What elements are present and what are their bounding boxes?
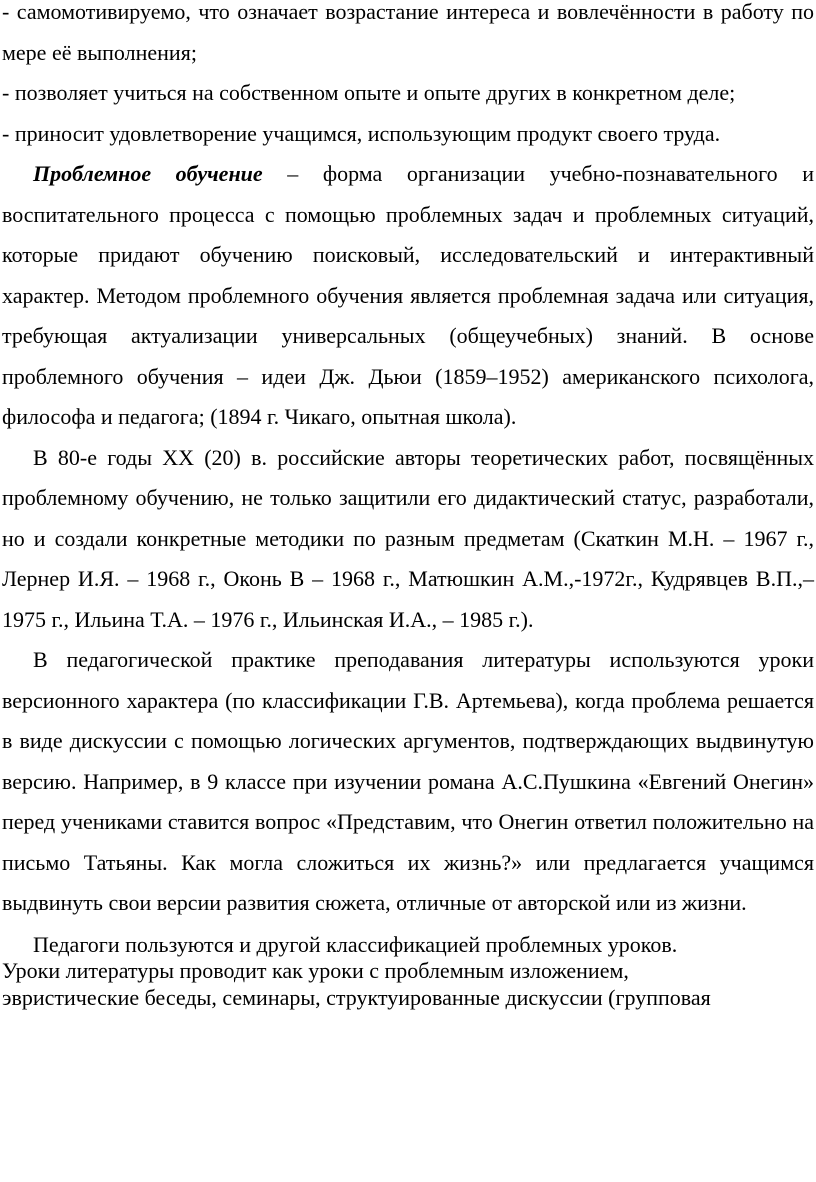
practice-paragraph: В педагогической практике преподавания литературы используются уроки версионного характера (по классификации Г.В. Артемьева), когда проблема решается в виде дискуссии с помощью логических аргументов, подтверждающих выдвинутую версию. Например, в 9 классе при изучении романа А.С.Пушкина «Евгений Онегин» перед учениками ставится вопрос «Представим, что Онегин ответил положительно на письмо Татьяны. Как могла сложиться их жизнь?» или предлагается учащимся выдвинуть свои версии развития сюжета, отличные от авторской или из жизни. [2, 647, 814, 915]
eighties-paragraph: В 80-е годы ХХ (20) в. российские авторы теоретических работ, посвящённых проблемному обучению, не только защитили его дидактический статус, разработали, но и создали конкретные методики по разным предметам (Скаткин М.Н. – 1967 г., Лернер И.Я. – 1968 г., Оконь В – 1968 г., Матюшкин А.М.,-1972г., Кудрявцев В.П.,– 1975 г., Ильина Т.А. – 1976 г., Ильинская И.А., – 1985 г.). [2, 444, 814, 632]
classification-line: Педагоги пользуются и другой классификацией проблемных уроков. [33, 931, 678, 957]
problem-learning-term: Проблемное обучение [33, 161, 263, 186]
list-item: - позволяет учиться на собственном опыте и опыте других в конкретном деле; [2, 80, 736, 105]
advantages-list [2, 0, 814, 154]
classification-paragraph [2, 932, 814, 1012]
problem-learning-text: – форма организации учебно-познавательного и воспитательного процесса с помощью проблемных задач и проблемных ситуаций, которые придают обучению поисковый, исследовательский и интерактивный характер. Методом проблемного обучения является проблемная задача или ситуация, требующая актуализации универсальных (общеучебных) знаний. В основе проблемного обучения – идеи Дж. Дьюи (1859–1952) американского психолога, философа и педагога; (1894 г. Чикаго, опытная школа). [2, 161, 814, 429]
classification-line: эвристические беседы, семинары, структуированные дискуссии (групповая [2, 984, 711, 1010]
problem-learning-paragraph [2, 154, 814, 438]
list-item: - приносит удовлетворение учащимся, использующим продукт своего труда. [2, 120, 721, 146]
list-item: - самомотивируемо, что означает возрастание интереса и вовлечённости в работу по мере её выполнения; [2, 0, 814, 65]
classification-line: Уроки литературы проводит как уроки с проблемным изложением, [2, 958, 629, 983]
